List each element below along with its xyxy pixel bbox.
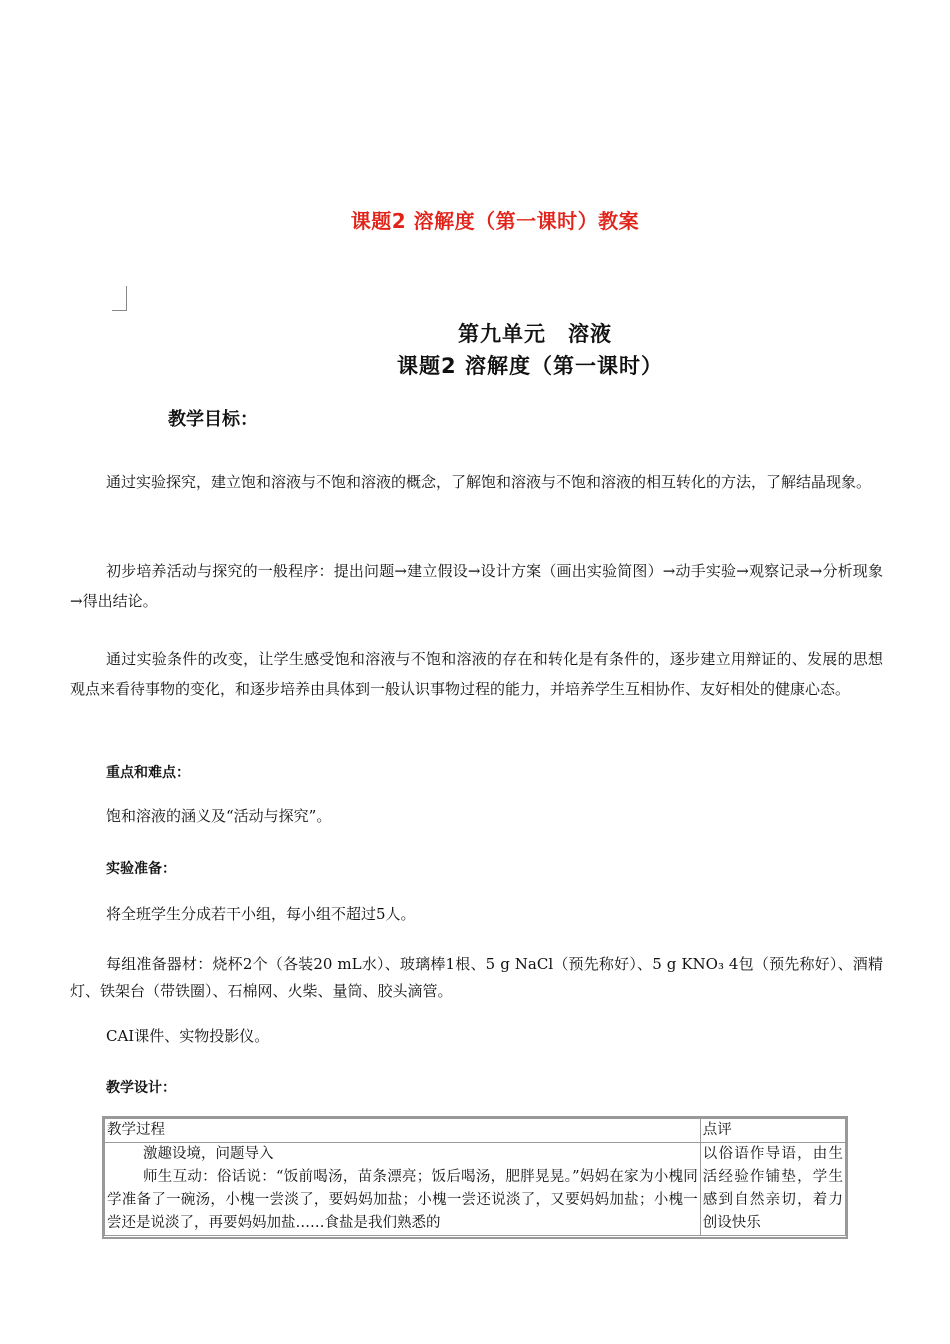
table-row — [105, 1143, 846, 1236]
unit-title: 第九单元 溶液 — [458, 322, 612, 346]
preparation-grouping: 将全班学生分成若干小组，每小组不超过5人。 — [106, 905, 416, 923]
document-title: 课题2 溶解度（第一课时）教案 — [350, 209, 640, 233]
table-header-row — [105, 1119, 846, 1143]
goals-heading: 教学目标： — [168, 409, 258, 430]
comment-cell: 以俗语作导语，由生活经验作铺垫，学生感到自然亲切，着力创设快乐 — [700, 1143, 845, 1236]
process-stage-text: 师生互动：俗话说：“饭前喝汤，苗条漂亮；饭后喝汤，肥胖晃晃。”妈妈在家为小槐同学准备了一碗汤，小槐一尝淡了，要妈妈加盐；小槐一尝还说淡了，又要妈妈加盐；小槐一尝还是说淡了，再要妈妈加盐……食盐是我们熟悉的 — [107, 1169, 698, 1231]
preparation-heading: 实验准备： — [106, 861, 176, 877]
preparation-cai: CAI课件、实物投影仪。 — [106, 1027, 270, 1045]
process-stage-title: 激趣设境，问题导入 — [143, 1146, 274, 1162]
goal-paragraph-1: 通过实验探究，建立饱和溶液与不饱和溶液的概念，了解饱和溶液与不饱和溶液的相互转化的方法，了解结晶现象。 — [106, 473, 872, 491]
design-heading: 教学设计： — [106, 1080, 176, 1096]
key-points-heading: 重点和难点： — [106, 765, 190, 781]
lesson-title: 课题2 溶解度（第一课时） — [397, 354, 663, 378]
table-header-process: 教学过程 — [105, 1119, 701, 1143]
goal-paragraph-2: 初步培养活动与探究的一般程序：提出问题→建立假设→设计方案（画出实验简图）→动手实验→观察记录→分析现象→得出结论。 — [70, 562, 883, 610]
key-points-text: 饱和溶液的涵义及“活动与探究”。 — [106, 807, 332, 825]
table-header-comment: 点评 — [700, 1119, 845, 1143]
process-cell — [105, 1143, 701, 1236]
preparation-materials: 每组准备器材：烧杯2个（各装20 mL水）、玻璃棒1根、5 g NaCl（预先称好）、5 g KNO₃ 4包（预先称好）、酒精灯、铁架台（带铁圈）、石棉网、火柴、量筒、胶头滴管。 — [70, 955, 883, 1000]
design-table — [102, 1116, 848, 1239]
text-boundary-mark — [112, 286, 127, 311]
goal-paragraph-3: 通过实验条件的改变，让学生感受饱和溶液与不饱和溶液的存在和转化是有条件的，逐步建立用辩证的、发展的思想观点来看待事物的变化，和逐步培养由具体到一般认识事物过程的能力，并培养学生互相协作、友好相处的健康心态。 — [70, 650, 883, 698]
